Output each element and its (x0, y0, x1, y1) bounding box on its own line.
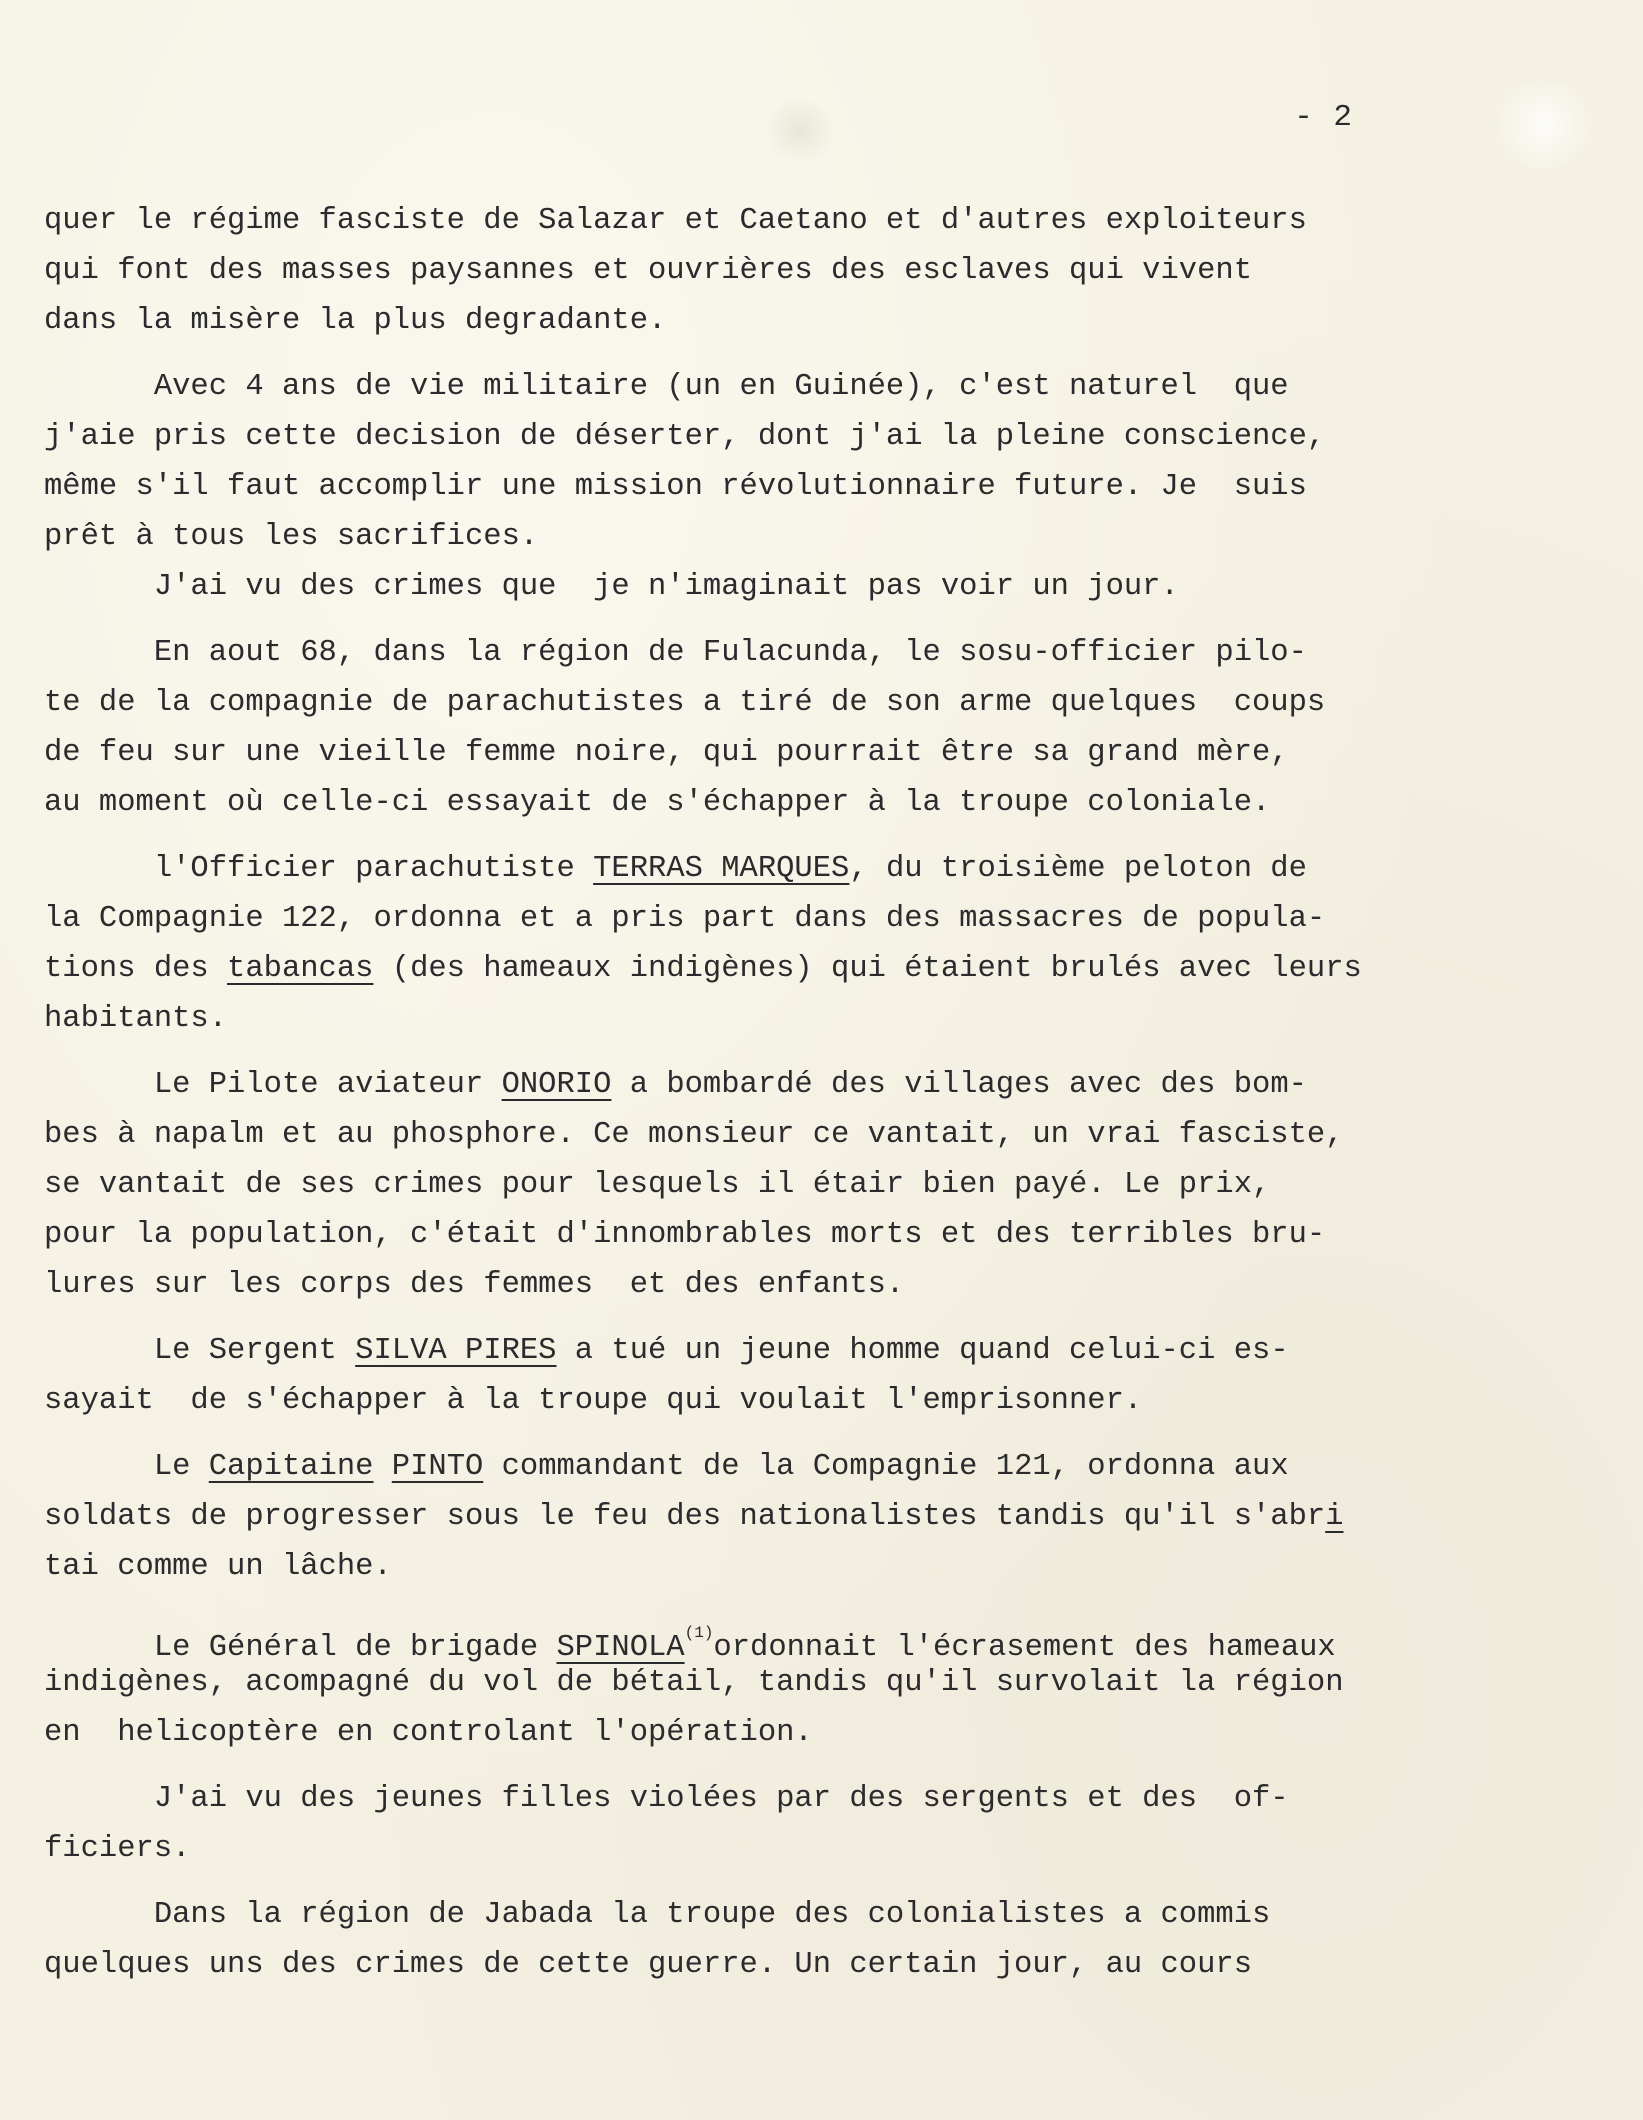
text-segment: Le (44, 1450, 209, 1484)
text-segment: se vantait de ses crimes pour lesquels il étair bien payé. Le prix, (44, 1168, 1271, 1202)
text-segment: Dans la région de Jabada la troupe des colonialistes a commis (44, 1898, 1271, 1932)
text-segment: Le Général de brigade (44, 1631, 557, 1665)
text-line (44, 1940, 1464, 1990)
text-segment: a bombardé des villages avec des bom- (611, 1068, 1307, 1102)
text-line (44, 678, 1464, 728)
text-segment: te de la compagnie de parachutistes a tiré de son arme quelques coups (44, 686, 1326, 720)
text-line (44, 1442, 1464, 1492)
underlined-name: ONORIO (501, 1068, 612, 1102)
paragraph-gap (44, 612, 1464, 628)
text-segment: quer le régime fasciste de Salazar et Caetano et d'autres exploiteurs (44, 204, 1307, 238)
text-segment: commandant de la Compagnie 121, ordonna aux (483, 1450, 1289, 1484)
text-line (44, 362, 1464, 412)
text-segment: ordonnait l'écrasement des hameaux (713, 1631, 1336, 1665)
paragraph-gap (44, 1592, 1464, 1608)
text-segment: lures sur les corps des femmes et des enfants. (44, 1268, 905, 1302)
text-line (44, 1608, 1464, 1665)
text-segment: indigènes, acompagné du vol de bétail, tandis qu'il survolait la région (44, 1666, 1344, 1700)
footnote-marker: (1) (684, 1624, 714, 1642)
text-line (44, 1708, 1464, 1758)
text-line (44, 512, 1464, 562)
text-segment: même s'il faut accomplir une mission révolutionnaire future. Je suis (44, 470, 1307, 504)
text-line (44, 778, 1464, 828)
paragraph-gap (44, 1044, 1464, 1060)
text-line (44, 844, 1464, 894)
page-number: - 2 (1294, 100, 1353, 135)
text-line (44, 1492, 1464, 1542)
text-line (44, 728, 1464, 778)
text-segment: quelques uns des crimes de cette guerre. Un certain jour, au cours (44, 1948, 1252, 1982)
text-line (44, 944, 1464, 994)
text-line (44, 1260, 1464, 1310)
paragraph-gap (44, 1426, 1464, 1442)
text-segment: tai comme un lâche. (44, 1550, 392, 1584)
text-segment: habitants. (44, 1002, 228, 1036)
text-segment: de feu sur une vieille femme noire, qui pourrait être sa grand mère, (44, 736, 1289, 770)
text-segment: J'ai vu des crimes que je n'imaginait pas voir un jour. (44, 570, 1179, 604)
underlined-name: i (1325, 1500, 1344, 1534)
underlined-name: SPINOLA (556, 1631, 685, 1665)
text-segment: bes à napalm et au phosphore. Ce monsieur ce vantait, un vrai fasciste, (44, 1118, 1344, 1152)
underlined-name: PINTO (391, 1450, 484, 1484)
text-segment: J'ai vu des jeunes filles violées par des sergents et des of- (44, 1782, 1289, 1816)
text-line (44, 1210, 1464, 1260)
text-segment: Le Sergent (44, 1334, 356, 1368)
text-segment: ficiers. (44, 1832, 191, 1866)
text-segment (373, 1450, 391, 1484)
text-line (44, 1542, 1464, 1592)
text-line (44, 628, 1464, 678)
typewritten-body-text (44, 196, 1464, 1990)
text-segment: tions des (44, 952, 228, 986)
text-segment: soldats de progresser sous le feu des nationalistes tandis qu'il s'abr (44, 1500, 1326, 1534)
paragraph-gap (44, 828, 1464, 844)
text-segment: sayait de s'échapper à la troupe qui voulait l'emprisonner. (44, 1384, 1143, 1418)
text-line (44, 1060, 1464, 1110)
text-line (44, 412, 1464, 462)
paragraph-gap (44, 346, 1464, 362)
paper-smudge (1483, 80, 1603, 170)
text-line (44, 1326, 1464, 1376)
text-line (44, 296, 1464, 346)
text-segment: pour la population, c'était d'innombrables morts et des terribles bru- (44, 1218, 1326, 1252)
text-segment: au moment où celle-ci essayait de s'échapper à la troupe coloniale. (44, 786, 1271, 820)
text-line (44, 1160, 1464, 1210)
text-line (44, 462, 1464, 512)
underlined-name: Capitaine (208, 1450, 374, 1484)
text-line (44, 1824, 1464, 1874)
text-line (44, 894, 1464, 944)
text-segment: Avec 4 ans de vie militaire (un en Guinée), c'est naturel que (44, 370, 1289, 404)
text-line (44, 1110, 1464, 1160)
text-line (44, 1658, 1464, 1708)
paper-smudge (760, 100, 840, 160)
text-line (44, 246, 1464, 296)
text-segment: j'aie pris cette decision de déserter, dont j'ai la pleine conscience, (44, 420, 1326, 454)
text-line (44, 1376, 1464, 1426)
underlined-name: tabancas (227, 952, 374, 986)
text-segment: dans la misère la plus degradante. (44, 304, 667, 338)
text-line (44, 196, 1464, 246)
text-segment: , du troisième peloton de (849, 852, 1307, 886)
paragraph-gap (44, 1758, 1464, 1774)
paragraph-gap (44, 1874, 1464, 1890)
text-line (44, 1890, 1464, 1940)
text-segment: (des hameaux indigènes) qui étaient brulés avec leurs (373, 952, 1362, 986)
text-segment: Le Pilote aviateur (44, 1068, 502, 1102)
text-segment: a tué un jeune homme quand celui-ci es- (556, 1334, 1289, 1368)
text-segment: en helicoptère en controlant l'opération. (44, 1716, 813, 1750)
text-line (44, 994, 1464, 1044)
text-segment: l'Officier parachutiste (44, 852, 594, 886)
text-segment: prêt à tous les sacrifices. (44, 520, 539, 554)
underlined-name: TERRAS MARQUES (593, 852, 850, 886)
text-line (44, 562, 1464, 612)
text-segment: qui font des masses paysannes et ouvrières des esclaves qui vivent (44, 254, 1252, 288)
paragraph-gap (44, 1310, 1464, 1326)
text-segment: En aout 68, dans la région de Fulacunda, le sosu-officier pilo- (44, 636, 1307, 670)
underlined-name: SILVA PIRES (355, 1334, 557, 1368)
text-segment: la Compagnie 122, ordonna et a pris part dans des massacres de popula- (44, 902, 1326, 936)
text-line (44, 1774, 1464, 1824)
